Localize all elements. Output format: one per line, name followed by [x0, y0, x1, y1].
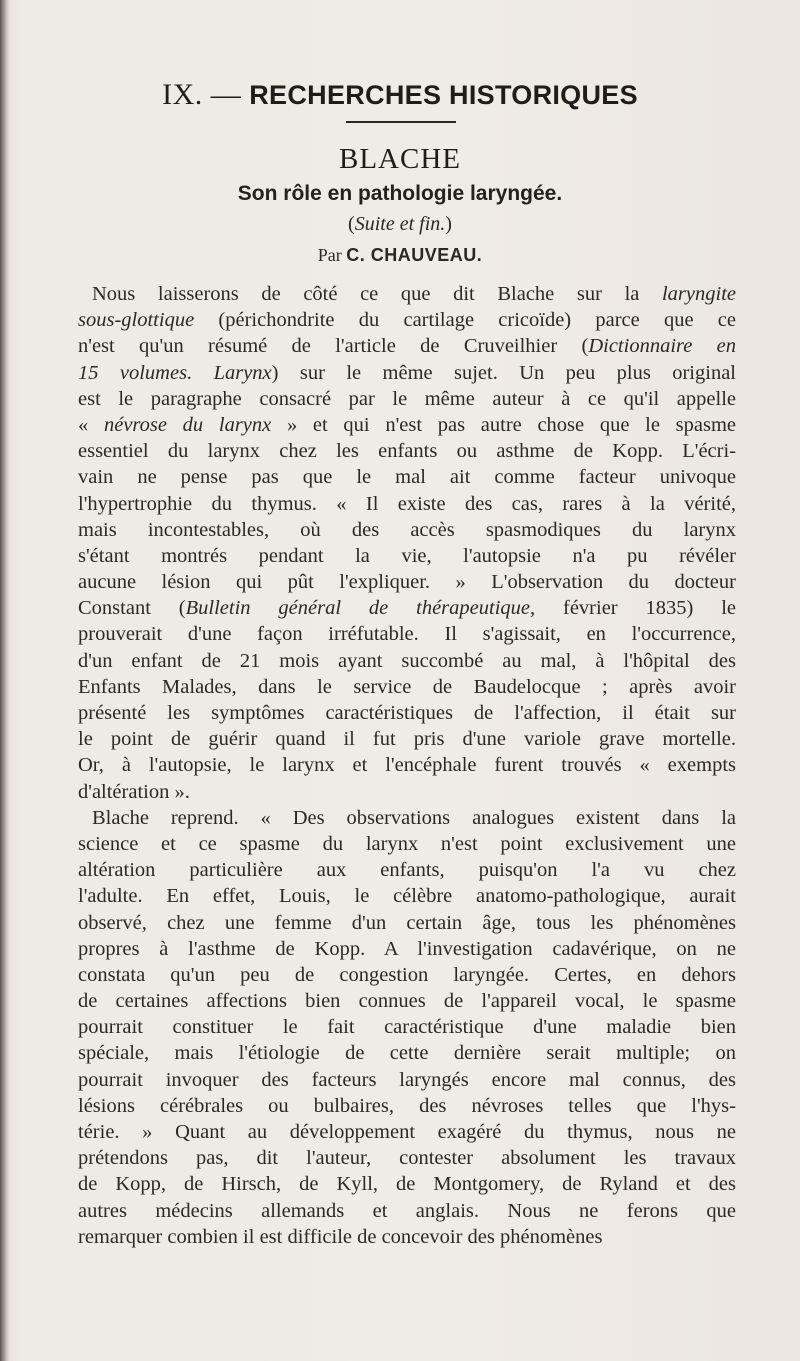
italic-run: Bulletin général de thérapeutique	[185, 597, 530, 620]
body-text	[78, 281, 736, 1250]
text-run: science et ce spasme du larynx n'est point exclusivement une	[78, 832, 736, 855]
text-run: térie. » Quant au développement exagéré du thymus, nous ne	[78, 1121, 736, 1143]
text-run: prouverait d'une façon irréfutable. Il s'agissait, en l'occurrence,	[78, 623, 736, 646]
text-line	[78, 936, 736, 962]
text-run: essentiel du larynx chez les enfants ou asthme de Kopp. L'écri-	[78, 440, 736, 463]
chapter-heading	[0, 78, 800, 112]
article-title: BLACHE	[339, 143, 461, 175]
text-run: l'hypertrophie du thymus. « Il existe des cas, rares à la vérité,	[78, 492, 736, 515]
italic-run: laryngite	[661, 283, 736, 305]
text-run: » et qui n'est pas autre chose que le spasme	[271, 413, 736, 436]
byline	[0, 245, 800, 266]
text-run: l'adulte. En effet, Louis, le célèbre anatomo-pathologique, aurait	[78, 885, 736, 908]
text-line	[78, 857, 736, 883]
heading-rule	[346, 121, 456, 123]
text-line	[78, 569, 736, 595]
text-line	[78, 360, 736, 386]
text-line	[78, 752, 736, 778]
text-line	[78, 491, 736, 517]
text-line	[78, 621, 736, 647]
text-run: Constant (	[78, 597, 186, 620]
text-line	[78, 962, 736, 988]
text-line	[78, 281, 736, 307]
continuation-label: Suite et fin.	[354, 213, 446, 235]
chapter-number: IX. —	[162, 78, 250, 111]
text-run: spéciale, mais l'étiologie de cette dernière serait multiple; on	[78, 1042, 736, 1065]
continuation-note	[0, 213, 800, 236]
text-run: d'altération ».	[78, 780, 190, 803]
text-run: vain ne pense pas que le mal ait comme facteur univoque	[78, 466, 736, 489]
text-run: observé, chez une femme d'un certain âge, tous les phénomènes	[78, 911, 736, 934]
text-run: «	[78, 413, 104, 436]
text-line	[78, 1224, 736, 1250]
text-line	[78, 1119, 736, 1145]
text-run: prétendons pas, dit l'auteur, contester absolument les travaux	[78, 1147, 736, 1170]
text-line	[78, 1145, 736, 1171]
text-run: s'étant montrés pendant la vie, l'autopsie n'a pu révéler	[78, 544, 736, 567]
text-run: remarquer combien il est difficile de concevoir des phénomènes	[78, 1225, 603, 1248]
text-line	[78, 1171, 736, 1197]
text-line	[78, 700, 736, 726]
text-line	[78, 386, 736, 412]
text-run: d'un enfant de 21 mois ayant succombé au mal, à l'hôpital des	[78, 649, 736, 672]
text-run: est le paragraphe consacré par le même auteur à ce qu'il appelle	[78, 387, 736, 410]
text-line	[78, 988, 736, 1014]
text-line	[78, 1040, 736, 1066]
text-line	[78, 726, 736, 752]
text-line	[78, 595, 736, 621]
text-run: altération particulière aux enfants, puisqu'on l'a vu chez	[78, 859, 736, 882]
text-run: de certaines affections bien connues de l'appareil vocal, le spasme	[78, 990, 736, 1013]
text-run: ) sur le même sujet. Un peu plus original	[271, 361, 736, 384]
text-line	[78, 517, 736, 543]
text-run: de Kopp, de Hirsch, de Kyll, de Montgomery, de Ryland et des	[78, 1173, 736, 1196]
italic-run: névrose du larynx	[103, 413, 272, 436]
text-run: (périchondrite du cartilage cricoïde) parce que ce	[194, 309, 736, 332]
article-subtitle: Son rôle en pathologie laryngée.	[237, 182, 563, 205]
text-line	[78, 779, 736, 805]
text-run: Nous laisserons de côté ce que dit Blache sur la	[92, 283, 662, 305]
text-line	[78, 910, 736, 936]
author-name: C. CHAUVEAU.	[346, 245, 483, 265]
chapter-title: RECHERCHES HISTORIQUES	[249, 80, 638, 110]
text-line	[78, 674, 736, 700]
text-line	[78, 1014, 736, 1040]
text-run: aucune lésion qui pût l'expliquer. » L'observation du docteur	[78, 571, 736, 594]
italic-run: sous-glottique	[78, 309, 195, 332]
text-run: autres médecins allemands et anglais. Nous ne ferons que	[78, 1199, 736, 1222]
text-line	[78, 464, 736, 490]
text-line	[78, 805, 736, 831]
text-run: le point de guérir quand il fut pris d'une variole grave mortelle.	[78, 728, 736, 751]
text-line	[78, 883, 736, 909]
text-line	[78, 648, 736, 674]
byline-prefix: Par	[317, 245, 347, 265]
text-line	[78, 1093, 736, 1119]
text-line	[78, 543, 736, 569]
text-run: Enfants Malades, dans le service de Baudelocque ; après avoir	[78, 675, 736, 698]
text-run: Or, à l'autopsie, le larynx et l'encéphale furent trouvés « exempts	[78, 754, 736, 777]
text-line	[78, 1198, 736, 1224]
text-line	[78, 333, 736, 359]
text-run: n'est qu'un résumé de l'article de Cruveilhier (	[78, 335, 589, 358]
continuation-open-paren: (	[348, 213, 355, 235]
text-line	[78, 438, 736, 464]
text-run: constata qu'un peu de congestion laryngée. Certes, en dehors	[78, 963, 736, 986]
text-run: pourrait constituer le fait caractéristique d'une maladie bien	[78, 1016, 736, 1039]
text-line	[78, 412, 736, 438]
text-run: , février 1835) le	[530, 597, 737, 620]
text-line	[78, 307, 736, 333]
text-run: pourrait invoquer des facteurs laryngés encore mal connus, des	[78, 1068, 736, 1091]
text-run: présenté les symptômes caractéristiques de l'affection, il était sur	[78, 702, 736, 724]
text-line	[78, 1067, 736, 1093]
text-run: lésions cérébrales ou bulbaires, des névroses telles que l'hys-	[78, 1094, 736, 1117]
italic-run: Dictionnaire en	[588, 335, 736, 358]
text-run: Blache reprend. « Des observations analogues existent dans la	[92, 806, 736, 829]
text-run: mais incontestables, où des accès spasmodiques du larynx	[78, 518, 736, 541]
italic-run: 15 volumes. Larynx	[78, 361, 272, 384]
continuation-close-paren: )	[445, 213, 452, 235]
text-line	[78, 831, 736, 857]
text-run: propres à l'asthme de Kopp. A l'investigation cadavérique, on ne	[78, 937, 736, 960]
